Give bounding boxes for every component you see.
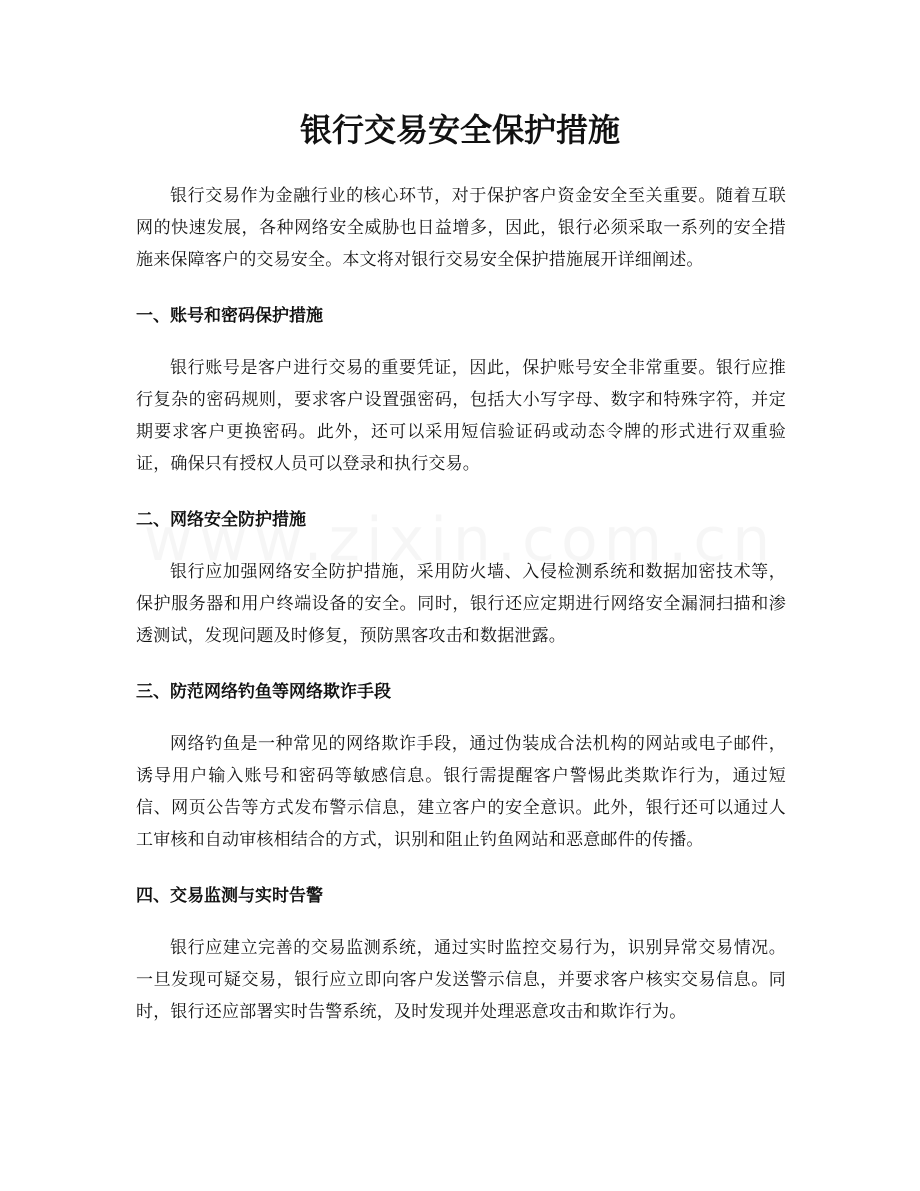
section-paragraph: 银行账号是客户进行交易的重要凭证，因此，保护账号安全非常重要。银行应推行复杂的密码规则，要求客户设置强密码，包括大小写字母、数字和特殊字符，并定期要求客户更换密码。此外，还可以采用短信验证码或动态令牌的形式进行双重验证，确保只有授权人员可以登录和执行交易。 (136, 358, 786, 474)
intro-paragraph: 银行交易作为金融行业的核心环节，对于保护客户资金安全至关重要。随着互联网的快速发展，各种网络安全威胁也日益增多，因此，银行必须采取一系列的安全措施来保障客户的交易安全。本文将对银行交易安全保护措施展开详细阐述。 (136, 186, 786, 270)
section-paragraph: 网络钓鱼是一种常见的网络欺诈手段，通过伪装成合法机构的网站或电子邮件，诱导用户输入账号和密码等敏感信息。银行需提醒客户警惕此类欺诈行为，通过短信、网页公告等方式发布警示信息，建立客户的安全意识。此外，银行还可以通过人工审核和自动审核相结合的方式，识别和阻止钓鱼网站和恶意邮件的传播。 (136, 734, 786, 850)
section-2 (136, 504, 786, 652)
section-heading: 四、交易监测与实时告警 (136, 886, 323, 906)
section-4 (136, 880, 786, 1028)
section-heading: 一、账号和密码保护措施 (136, 306, 323, 326)
section-paragraph: 银行应建立完善的交易监测系统，通过实时监控交易行为，识别异常交易情况。一旦发现可疑交易，银行应立即向客户发送警示信息，并要求客户核实交易信息。同时，银行还应部署实时告警系统，及时发现并处理恶意攻击和欺诈行为。 (136, 938, 786, 1022)
section-1 (136, 300, 786, 480)
page-title: 银行交易安全保护措施 (299, 111, 620, 149)
section-3 (136, 676, 786, 856)
section-paragraph: 银行应加强网络安全防护措施，采用防火墙、入侵检测系统和数据加密技术等，保护服务器和用户终端设备的安全。同时，银行还应定期进行网络安全漏洞扫描和渗透测试，发现问题及时修复，预防黑客攻击和数据泄露。 (136, 562, 786, 646)
section-heading: 三、防范网络钓鱼等网络欺诈手段 (136, 682, 391, 702)
document-body (136, 180, 786, 1028)
section-heading: 二、网络安全防护措施 (136, 510, 306, 530)
